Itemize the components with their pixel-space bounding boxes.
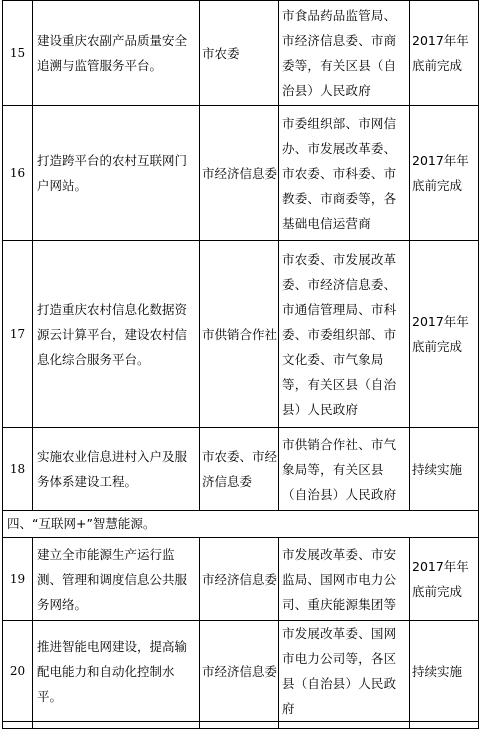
cooperating-units-cell: 市供销合作社、市气象局等，有关区县（自治县）人民政府 xyxy=(279,428,410,511)
section-heading: 四、“互联网+”智慧能源。 xyxy=(3,511,479,538)
row-number: 20 xyxy=(3,621,33,722)
table-row xyxy=(3,428,479,511)
section-row xyxy=(3,511,479,538)
row-number: 19 xyxy=(3,538,33,621)
cooperating-units-cell: 市委组织部、市网信办、市发展改革委、市农委、市科委、市教委、市商委等，各基础电信运营商 xyxy=(279,106,410,241)
row-number: 17 xyxy=(3,241,33,428)
deadline-cell: 2017年年底前完成 xyxy=(410,106,479,241)
lead-unit-cell: 市农委 xyxy=(200,1,279,106)
lead-unit-cell: 市农委、市经济信息委 xyxy=(200,428,279,511)
cooperating-units-cell: 市农委、市发展改革委、市经济信息委、市通信管理局、市科委、市委组织部、市文化委、市气象局等，有关区县（自治县）人民政府 xyxy=(279,241,410,428)
deadline-cell: 持续实施 xyxy=(410,428,479,511)
empty-cell xyxy=(410,722,479,729)
empty-cell xyxy=(200,722,279,729)
row-number: 15 xyxy=(3,1,33,106)
row-number: 18 xyxy=(3,428,33,511)
deadline-cell: 2017年年底前完成 xyxy=(410,538,479,621)
task-table xyxy=(2,0,479,729)
task-cell: 推进智能电网建设，提高输配电能力和自动化控制水平。 xyxy=(33,621,200,722)
empty-cell xyxy=(279,722,410,729)
task-cell: 建设重庆农副产品质量安全追溯与监管服务平台。 xyxy=(33,1,200,106)
deadline-cell: 2017年年底前完成 xyxy=(410,1,479,106)
task-cell: 打造跨平台的农村互联网门户网站。 xyxy=(33,106,200,241)
document-page xyxy=(2,0,478,729)
table-row xyxy=(3,621,479,722)
task-cell: 实施农业信息进村入户及服务体系建设工程。 xyxy=(33,428,200,511)
table-row xyxy=(3,106,479,241)
task-cell: 打造重庆农村信息化数据资源云计算平台，建设农村信息化综合服务平台。 xyxy=(33,241,200,428)
lead-unit-cell: 市经济信息委 xyxy=(200,106,279,241)
table-row xyxy=(3,1,479,106)
cooperating-units-cell: 市食品药品监管局、市经济信息委、市商委等，有关区县（自治县）人民政府 xyxy=(279,1,410,106)
table-row xyxy=(3,241,479,428)
cooperating-units-cell: 市发展改革委、市安监局、国网市电力公司、重庆能源集团等 xyxy=(279,538,410,621)
row-number: 16 xyxy=(3,106,33,241)
lead-unit-cell: 市供销合作社 xyxy=(200,241,279,428)
empty-cell xyxy=(3,722,33,729)
lead-unit-cell: 市经济信息委 xyxy=(200,538,279,621)
table-row xyxy=(3,538,479,621)
deadline-cell: 2017年年底前完成 xyxy=(410,241,479,428)
empty-cell xyxy=(33,722,200,729)
table-row-cut xyxy=(3,722,479,729)
lead-unit-cell: 市经济信息委 xyxy=(200,621,279,722)
cooperating-units-cell: 市发展改革委、国网市电力公司等，各区县（自治县）人民政府 xyxy=(279,621,410,722)
deadline-cell: 持续实施 xyxy=(410,621,479,722)
task-cell: 建立全市能源生产运行监测、管理和调度信息公共服务网络。 xyxy=(33,538,200,621)
